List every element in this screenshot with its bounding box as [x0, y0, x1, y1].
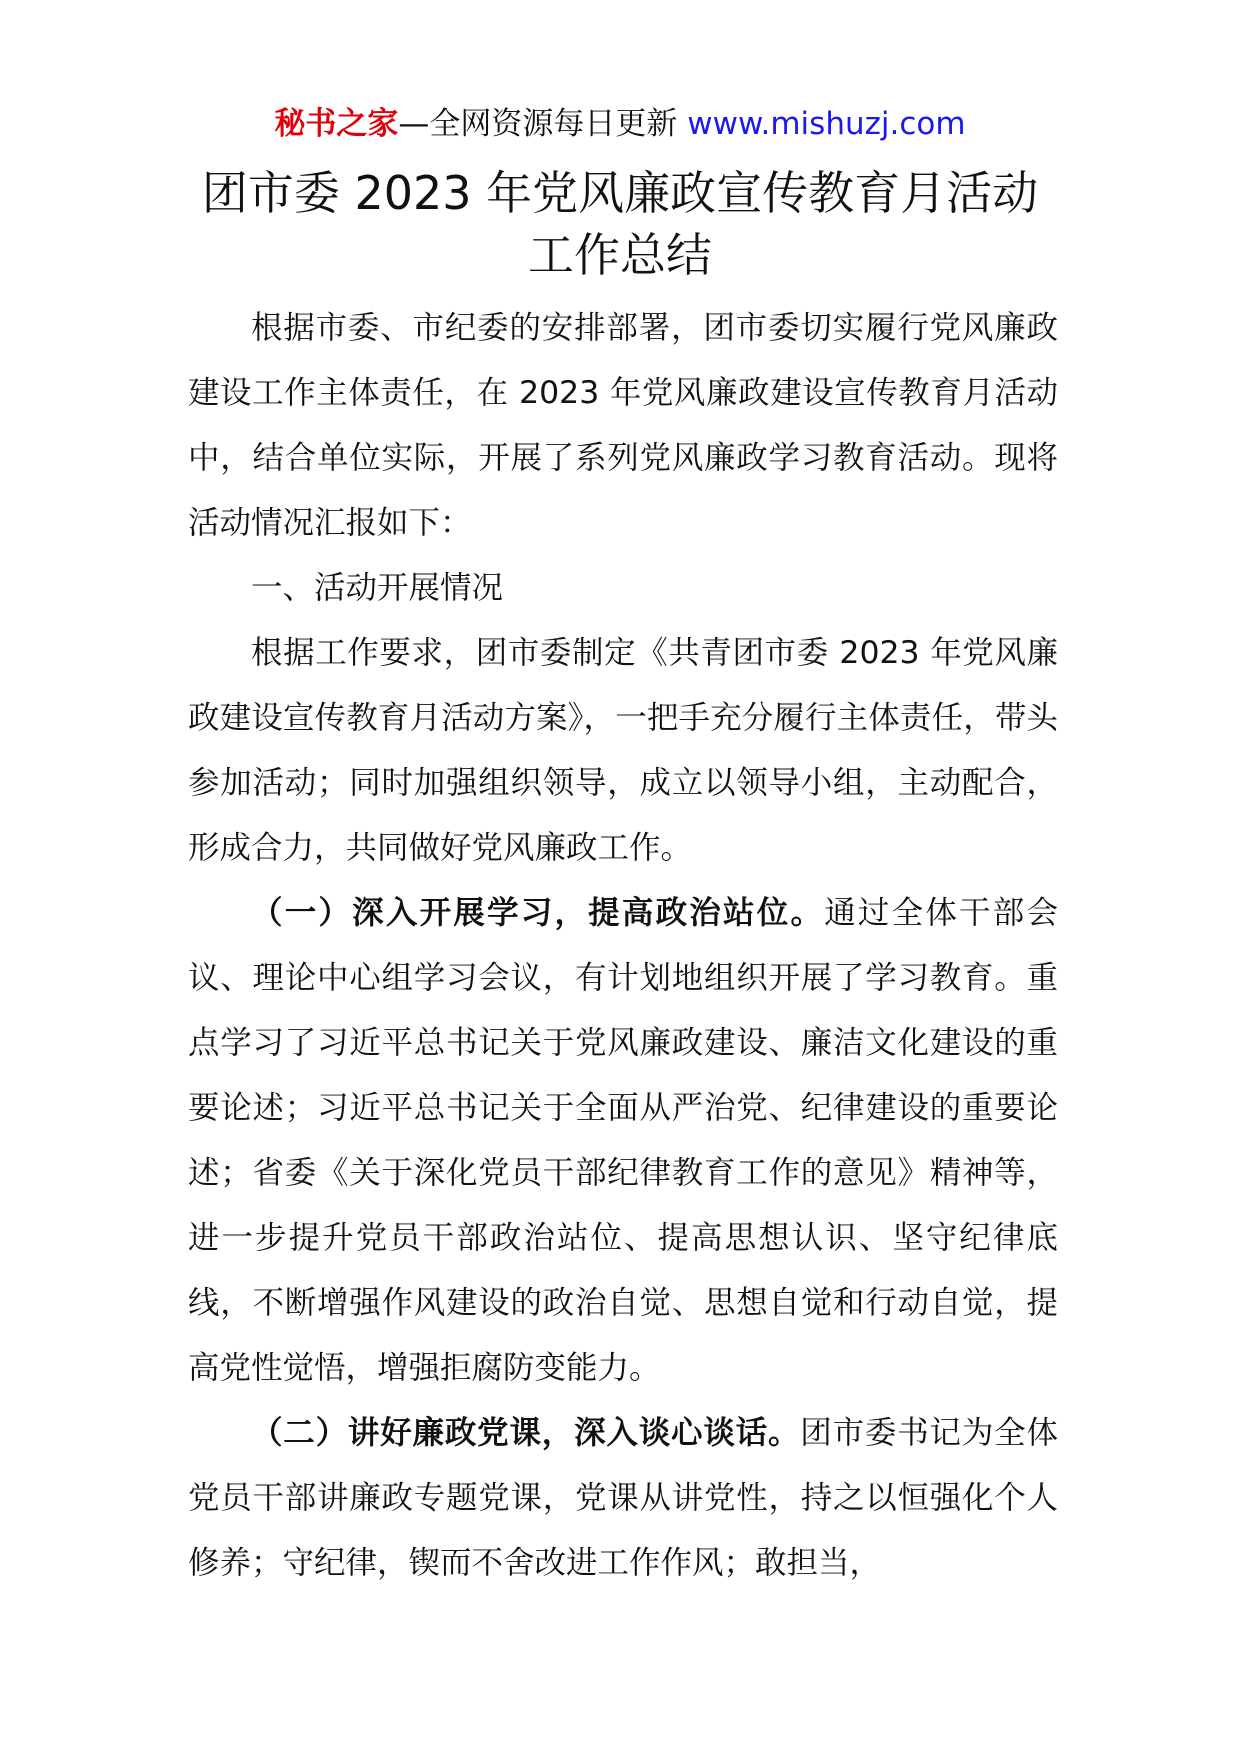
site-banner — [0, 104, 1240, 144]
title-line-1: 团市委 2023 年党风廉政宣传教育月活动 — [201, 166, 1039, 220]
title-line-2: 工作总结 — [528, 228, 712, 282]
document-title — [150, 162, 1090, 286]
section-heading: 一、活动开展情况 — [251, 570, 504, 606]
item-2-paragraph — [188, 1401, 1058, 1596]
item-2-body: 团市委书记为全体党员干部讲廉政专题党课，党课从讲党性，持之以恒强化个人修养；守纪律，锲而不舍改进工作作风；敢担当， — [188, 1415, 1058, 1581]
section-paragraph: 根据工作要求，团市委制定《共青团市委 2023 年党风廉政建设宣传教育月活动方案》，一把手充分履行主体责任，带头参加活动；同时加强组织领导，成立以领导小组，主动配合，形成合力，共同做好党风廉政工作。 — [188, 635, 1058, 866]
site-url-link[interactable]: www.mishuzj.com — [687, 106, 966, 142]
item-2-heading: （二）讲好廉政党课，深入谈心谈话。 — [251, 1415, 801, 1451]
document-body — [188, 296, 1058, 1596]
item-1-paragraph — [188, 881, 1058, 1401]
banner-tagline: —全网资源每日更新 — [398, 106, 688, 142]
item-1-body: 通过全体干部会议、理论中心组学习会议，有计划地组织开展了学习教育。重点学习了习近平总书记关于党风廉政建设、廉洁文化建设的重要论述；习近平总书记关于全面从严治党、纪律建设的重要论述；省委《关于深化党员干部纪律教育工作的意见》精神等，进一步提升党员干部政治站位、提高思想认识、坚守纪律底线，不断增强作风建设的政治自觉、思想自觉和行动自觉，提高党性觉悟，增强拒腐防变能力。 — [188, 895, 1058, 1386]
item-1-heading: （一）深入开展学习，提高政治站位。 — [251, 895, 825, 931]
intro-paragraph: 根据市委、市纪委的安排部署，团市委切实履行党风廉政建设工作主体责任，在 2023 年党风廉政建设宣传教育月活动中，结合单位实际，开展了系列党风廉政学习教育活动。现将活动情况汇报如下： — [188, 310, 1058, 541]
brand-name: 秘书之家 — [274, 106, 399, 142]
